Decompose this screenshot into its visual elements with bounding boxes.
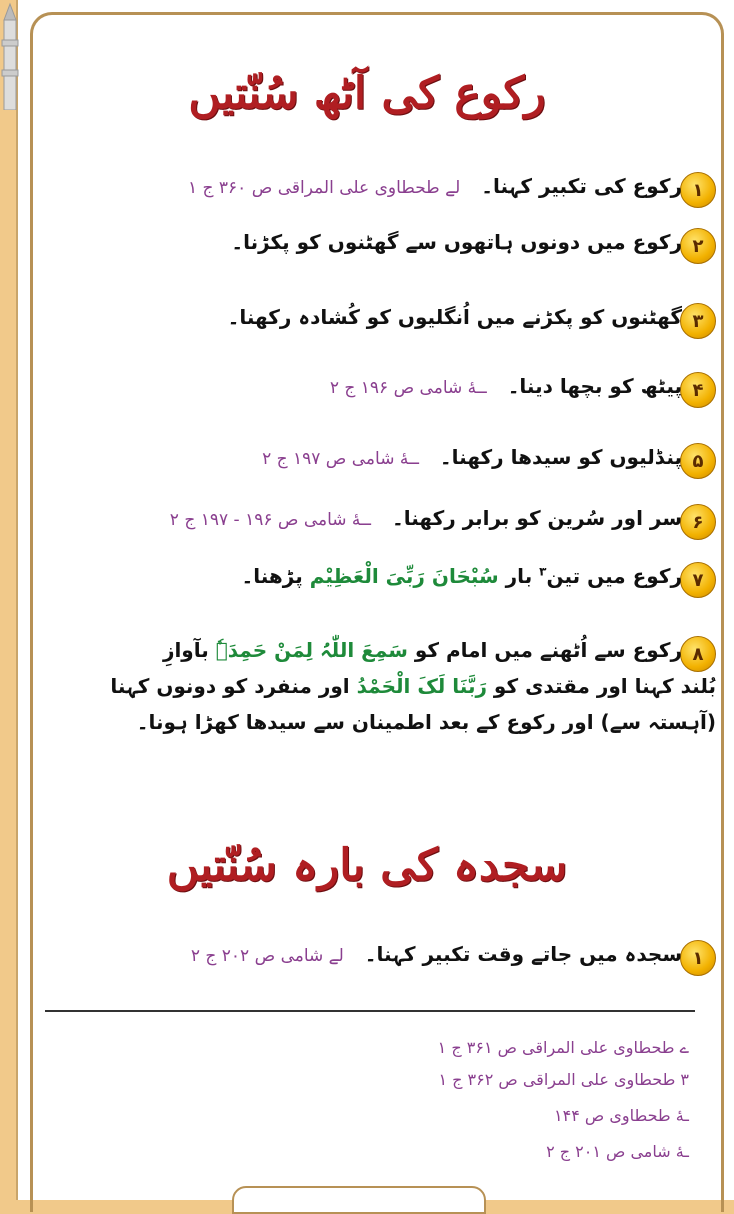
item-line xyxy=(42,668,716,704)
item-text: سجدہ میں جاتے وقت تکبیر کہنا۔ xyxy=(364,942,682,966)
item-reference: لے شامی ص ۲۰۲ ج ۲ xyxy=(190,946,344,966)
item-text: بار xyxy=(498,564,540,588)
item-reference: ــهٔ شامی ص ۱۹۶ - ۱۹۷ ج ۲ xyxy=(169,510,372,530)
item-number-badge: ۱ xyxy=(680,172,716,208)
item-text: رکوع میں دونوں ہاتھوں سے گھٹنوں کو پکڑنا۔ xyxy=(231,230,682,254)
item-number-badge: ۶ xyxy=(680,504,716,540)
list-item xyxy=(191,942,682,966)
item-reference: ــهٔ شامی ص ۱۹۶ ج ۲ xyxy=(329,378,487,398)
list-item xyxy=(228,305,682,329)
item-reference: ــهٔ شامی ص ۱۹۷ ج ۲ xyxy=(262,449,419,469)
item-number-badge: ۴ xyxy=(680,372,716,408)
list-item xyxy=(170,506,682,530)
arabic-tasmi: سَمِعَ اللّٰہُ لِمَنْ حَمِدَہٗ xyxy=(215,638,408,662)
item-text: بآوازِ xyxy=(162,638,216,662)
item-line xyxy=(42,632,682,668)
item-text: اور منفرد کو دونوں کہنا xyxy=(110,674,357,698)
section-title-sajda: سجدہ کی بارہ سُنّتیں xyxy=(166,840,568,891)
item-text: گھٹنوں کو پکڑنے میں اُنگلیوں کو کُشادہ رکھنا۔ xyxy=(227,305,682,329)
list-item xyxy=(262,445,682,469)
footnote-divider xyxy=(45,1010,695,1012)
footnote: ـهٔ شامی ص ۲۰۱ ج ۲ xyxy=(546,1142,689,1161)
arabic-tasbih: سُبْحَانَ رَبِّیَ الْعَظِیْم xyxy=(309,564,499,588)
item-text: پیٹھ کو بچھا دینا۔ xyxy=(507,374,682,398)
list-item xyxy=(330,374,682,398)
item-reference: لے طحطاوی علی المراقی ص ۳۶۰ ج ۱ xyxy=(188,178,461,198)
item-line: (آہستہ سے) اور رکوع کے بعد اطمینان سے سیدھا کھڑا ہونا۔ xyxy=(136,710,716,734)
item-text: سر اور سُرین کو برابر رکھنا۔ xyxy=(391,506,682,530)
item-text: رکوع سے اُٹھنے میں امام کو xyxy=(407,638,682,662)
item-text: پڑھنا۔ xyxy=(241,564,310,588)
item-text: رکوع کی تکبیر کہنا۔ xyxy=(481,174,682,198)
item-number-badge: ۱ xyxy=(680,940,716,976)
item-number-badge: ۸ xyxy=(680,636,716,672)
list-item xyxy=(231,230,682,254)
item-number-badge: ۲ xyxy=(680,228,716,264)
footnote: ے طحطاوی علی المراقی ص ۳۶۱ ج ۱ xyxy=(437,1038,689,1057)
list-item xyxy=(188,174,682,198)
section-title-ruku: رکوع کی آٹھ سُنّتیں xyxy=(188,68,546,119)
item-superscript: ۳ xyxy=(539,564,547,579)
item-text: رکوع میں تین xyxy=(546,564,682,588)
item-text: پنڈلیوں کو سیدھا رکھنا۔ xyxy=(439,445,682,469)
item-text: بُلند کہنا اور مقتدی کو xyxy=(486,674,716,698)
footnote: ۳ طحطاوی علی المراقی ص ۳۶۲ ج ۱ xyxy=(438,1070,689,1089)
page-bottom-tab xyxy=(232,1186,486,1214)
item-number-badge: ۵ xyxy=(680,443,716,479)
list-item xyxy=(42,632,716,740)
item-number-badge: ۳ xyxy=(680,303,716,339)
footnote: ـهٔ طحطاوی ص ۱۴۴ xyxy=(554,1106,689,1125)
arabic-tahmid: رَبَّنَا لَکَ الْحَمْدُ xyxy=(356,674,487,698)
item-number-badge: ۷ xyxy=(680,562,716,598)
list-item xyxy=(242,564,682,588)
